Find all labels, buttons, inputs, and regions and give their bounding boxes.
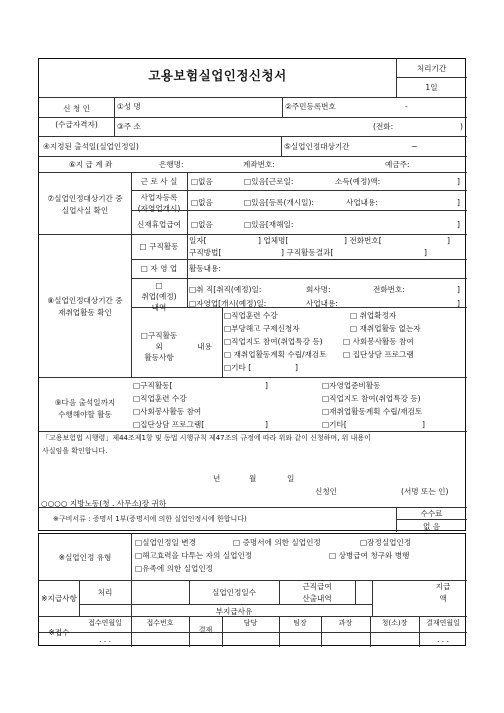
next-group-checkbox[interactable]: □집단상담 프로그램[ — [133, 420, 205, 429]
declaration-text: 「고용보험법 시행령」제44조제1항 및 동법 시행규칙 제47조의 규정에 따라 위와 같이 신청하며, 위 내용이 — [42, 434, 371, 442]
employment-sublabel: 내역 — [151, 303, 167, 312]
fee-label: 수수료 — [420, 509, 443, 518]
staff-header: 담당 — [243, 619, 258, 627]
emp-phone-label: 전화번호: — [373, 285, 405, 294]
approval-date-placeholder: . . . — [436, 635, 450, 644]
act-confirmed-checkbox[interactable]: □ 취업확정자 — [350, 311, 397, 320]
next-plan-checkbox[interactable]: □재취업활동계획 수립/재검토 — [322, 407, 423, 416]
employment-label: 취업(예정) — [141, 292, 177, 301]
injury-benefit-label: 신재휴업급여 — [136, 220, 181, 229]
rrn-dash: - — [405, 102, 408, 111]
job-method-label: 구직방법[ — [189, 248, 222, 257]
biz-content-label: 사업내용: — [346, 198, 378, 207]
section7-label: ⑦실업인정대상기간 중 — [47, 194, 123, 203]
next-other-checkbox[interactable]: □기타[ — [322, 420, 347, 429]
emp-self-checkbox[interactable]: □자영업[개시(예정)일: — [189, 299, 267, 308]
type-date-change-checkbox[interactable]: □실업인정일 변경 — [135, 538, 196, 547]
declaration-text-2: 사실임을 확인합니다. — [42, 447, 108, 455]
bank-label: 은행명: — [159, 160, 184, 169]
team-lead-header: 팀장 — [293, 619, 307, 627]
activity-content-label: 내용 — [197, 342, 212, 351]
account-number-label: 계좌번호: — [243, 160, 275, 169]
approval-header: 결재 — [198, 626, 213, 634]
processing-label: 처리 — [97, 588, 113, 597]
phone-label: (전화: — [373, 122, 394, 131]
account-holder-label: 예금주: — [385, 160, 410, 169]
act-plan-checkbox[interactable]: □ 재취업활동계획 수립/재검토 — [224, 350, 327, 359]
next-job-search-checkbox[interactable]: □구직활동[ — [133, 381, 173, 390]
job-company-label: ] 업체명[ — [258, 236, 289, 245]
attachments-note: ※구비서류 : 증명서 1부(증명서에 의한 실업인정시에 한합니다) — [53, 515, 247, 523]
act-guidance-checkbox[interactable]: □직업지도 참여(취업특강 등) — [224, 337, 323, 346]
processing-period-label: 처리기간 — [416, 64, 447, 73]
office-use-section — [38, 533, 466, 646]
nonpayment-reason-label: 부지급사유 — [215, 607, 253, 616]
type-dismissal-dispute-checkbox[interactable]: □해고효력을 다투는 자의 실업인정 — [135, 551, 253, 560]
bracket-close: ] — [457, 299, 460, 308]
biz-none-checkbox[interactable]: □없음 — [191, 198, 213, 207]
section8-sublabel: 재취업활동 확인 — [58, 308, 112, 317]
act-group-checkbox[interactable]: □ 집단상담 프로그램 — [343, 350, 414, 359]
type-certificate-checkbox[interactable]: □ 증명서에 의한 실업인정 — [233, 538, 321, 547]
payment-amount-label: 지급 — [435, 582, 451, 591]
processing-period-value: 1일 — [425, 83, 438, 92]
period-label: ⑤실업인정대상기간 — [284, 142, 350, 151]
approval-date-header: 결재연월일 — [426, 619, 460, 627]
payment-label: ※지급사항 — [41, 594, 77, 603]
self-employed-checkbox[interactable]: □ 자 영 업 — [140, 264, 178, 273]
office-addressee: ○○○○ 지방노동(청 . 사무소)장 귀하 — [41, 499, 167, 508]
applicant-sublabel: (수급자격자) — [55, 120, 98, 129]
biz-reg-sublabel: (자영업개시) — [137, 204, 181, 213]
applicant-sign-label: 신청인 — [315, 487, 338, 496]
next-training-checkbox[interactable]: □직업훈련 수강 — [133, 394, 187, 403]
type-survivor-checkbox[interactable]: □유족에 의한 실업인정 — [135, 564, 214, 573]
phone-close: ) — [460, 122, 463, 131]
job-phone-label: ] 전화번호[ — [344, 236, 382, 245]
fee-value: 없 음 — [422, 522, 441, 531]
injury-yes-checkbox[interactable]: □있음[재해일: — [244, 220, 294, 229]
type-provisional-checkbox[interactable]: □잠정실업인정 — [360, 538, 412, 547]
job-date-label: 일자[ — [189, 236, 207, 245]
bracket-close: ] — [457, 285, 460, 294]
self-employed-activity-label: 활동내용: — [189, 264, 221, 273]
signature-note: (서명 또는 인) — [401, 487, 449, 496]
form-title: 고용보험실업인정신청서 — [148, 68, 287, 83]
date-day: 일 — [287, 474, 295, 483]
job-search-checkbox[interactable]: □ 구직활동 — [139, 242, 179, 251]
receipt-label: ※접수 — [48, 628, 70, 637]
period-separator: ~ — [411, 142, 418, 151]
applicant-label: 신 청 인 — [63, 104, 90, 113]
bracket-close: ] — [265, 381, 268, 390]
director-header: 청(소)장 — [381, 619, 408, 627]
approval-type-label: ※실업인정 유형 — [58, 553, 112, 562]
application-form — [38, 58, 466, 531]
bracket-close: ] — [457, 198, 460, 207]
date-year: 년 — [213, 474, 221, 483]
next-self-prep-checkbox[interactable]: □자영업준비활동 — [322, 381, 381, 390]
work-income-label: 소득(예정)액: — [335, 177, 381, 186]
bracket-close: ] — [424, 248, 427, 257]
other-activity-label: □구직활동 — [140, 331, 178, 340]
bracket-close: ] — [447, 236, 450, 245]
next-volunteer-checkbox[interactable]: □사회봉사활동 참여 — [133, 407, 202, 416]
section9-label: ⑨다음 출석일까지 — [54, 398, 116, 407]
job-result-label: ] 구직활동결과[ — [281, 248, 334, 257]
act-none-checkbox[interactable]: □ 재취업활동 없는자 — [350, 324, 421, 333]
benefit-calc-label: 근직급여 — [302, 582, 332, 591]
section9-sublabel: 수행해야할 활동 — [58, 410, 112, 419]
bracket-close: ] — [295, 363, 298, 372]
bracket-close: ] — [422, 420, 425, 429]
emp-company-label: 회사명: — [306, 285, 331, 294]
biz-yes-checkbox[interactable]: □있음[등록(개시일): — [244, 198, 314, 207]
bracket-close: ] — [457, 220, 460, 229]
other-activity-sublabel: 활동사항 — [144, 353, 174, 362]
rrn-label: ②주민등록번호 — [285, 102, 336, 111]
work-fact-label: 근 로 사 실 — [140, 177, 178, 186]
act-dismissal-checkbox[interactable]: □부당해고 구제신청자 — [224, 324, 300, 333]
other-activity-sublabel: 외 — [155, 342, 163, 351]
act-training-checkbox[interactable]: □직업훈련 수강 — [224, 311, 278, 320]
next-guidance-checkbox[interactable]: □직업지도 참여(취업특강 등) — [322, 394, 421, 403]
section7-sublabel: 실업사실 확인 — [61, 206, 109, 215]
employment-checkbox[interactable]: □ — [155, 281, 163, 290]
type-sickness-checkbox[interactable]: □ 상병급여 청구와 병행 — [329, 551, 410, 560]
manager-header: 과장 — [338, 619, 353, 627]
date-month: 월 — [249, 474, 257, 483]
name-label: ①성 명 — [117, 102, 141, 111]
emp-job-checkbox[interactable]: □취 직[취직(예정)일: — [189, 285, 262, 294]
account-label: ⑥지 급 계 좌 — [69, 160, 113, 169]
act-other-checkbox[interactable]: □기타 [ — [224, 363, 252, 372]
biz-reg-label: 사업자등록 — [140, 193, 178, 202]
approved-days-label: 실업인정일수 — [211, 588, 256, 597]
section8-label: ⑧실업인정대상기간 중 — [47, 296, 123, 305]
payment-amount-sublabel: 액 — [439, 594, 447, 603]
benefit-calc-sublabel: 산출내역 — [302, 594, 332, 603]
act-volunteer-checkbox[interactable]: □ 사회봉사활동 참여 — [343, 337, 414, 346]
emp-biz-label: 사업내용: — [306, 299, 338, 308]
bracket-close: ] — [265, 420, 268, 429]
receipt-date-placeholder: . . . — [98, 635, 112, 644]
receipt-number-header: 접수번호 — [146, 619, 174, 627]
address-label: ③주 소 — [117, 122, 141, 131]
work-none-checkbox[interactable]: □없음 — [191, 177, 213, 186]
injury-none-checkbox[interactable]: □없음 — [191, 220, 213, 229]
work-yes-checkbox[interactable]: □있음[근로일: — [244, 177, 294, 186]
attendance-date-label: ④지정된 출석일(실업인정일) — [43, 142, 139, 151]
receipt-date-header: 접수연월일 — [88, 619, 122, 627]
bracket-close: ] — [457, 177, 460, 186]
